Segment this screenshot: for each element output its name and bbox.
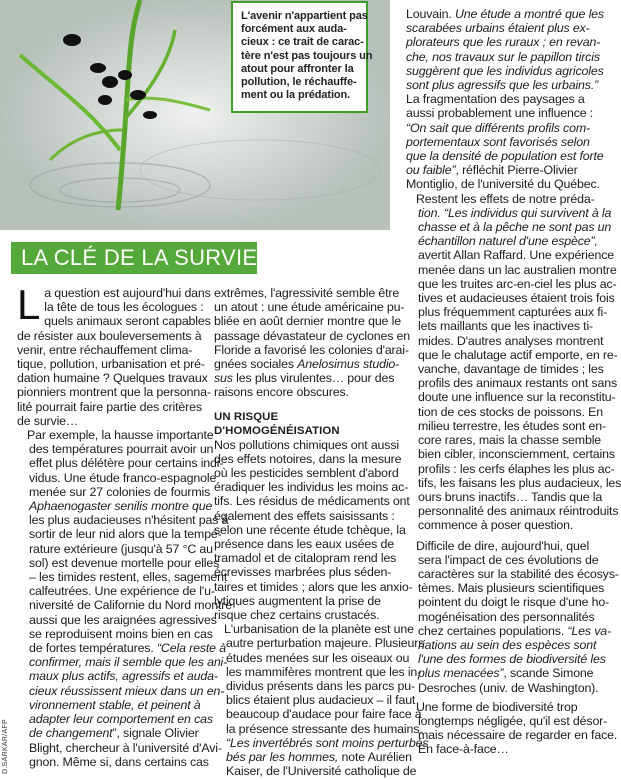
paragraph: Nos pollutions chimiques ont aussi des effets notoires, dans la mesure où les pesticides semblent d'abord éradiquer les individus les moins ac- tifs. Les résidus de médicaments ont également des effets saisissants : selon une récente étude tchèque, la présence dans les eaux usées de tramadol et de citalopram rend les écrevisses marbrées plus séden- taires et timides ; alors que les anxio- lytiques augmentent la prise de risque chez certains crustacés. — [214, 437, 413, 623]
paragraph: Par exemple, la hausse importante des températures pourrait avoir un effet plus délétère pour certains indi- vidus. Une étude franco-espagnole menée sur 27 colonies de fourmis Aphaenogaster senilis montre que les plus audacieuses n'hésitent pas à sortir de leur nid alors que la tempé- rature extérieure (jusqu'à 57 °C au sol) est devenue mortelle pour elles – les timides restent, elles, sagement calfeutrées. Une expérience de l'u- niversité de Californie du Nord montre aussi que les araignées agressives se reproduisent moins bien en cas de fortes températures. “Cela reste à confirmer, mais il semble que les ani- maux plus actifs, agressifs et auda- cieux réussissent mieux dans un en- vironnement stable, et peinent à adapter leur comportement en cas de changement”, signale Olivier Blight, chercheur à l'université d'Avi- gnon. Même si, dans certains cas — [27, 428, 232, 769]
callout-line: pollution, le réchauffe- — [241, 76, 357, 89]
drop-cap: L — [17, 281, 41, 328]
column-2 — [214, 286, 429, 779]
paragraph: Une forme de biodiversité trop longtemps négligée, qu'il est désor- mais nécessaire de regarder en face. En face-à-face… — [416, 699, 618, 757]
photo-credit: D.SARKAR/AFP — [2, 719, 9, 774]
callout-line: tère n'est pas toujours un — [241, 49, 373, 62]
column-1 — [17, 281, 232, 769]
pull-quote-box — [231, 1, 373, 113]
callout-line: L'avenir n'appartient pas — [241, 10, 368, 22]
paragraph: Difficile de dire, aujourd'hui, quel sera l'impact de ces évolutions de caractères sur la stabilité des écosys- tèmes. Mais plusieurs scientifiques pointent du doigt le risque d'une ho- mogénéisation des personnalités chez certaines populations. “Les va- riations au sein des espèces sont l'une des formes de biodiversité les plus menacées”, scande Simone Desroches (univ. de Washington). — [416, 538, 619, 695]
callout-line: ment ou la prédation. — [241, 89, 351, 102]
paragraph: Louvain. Une étude a montré que les scarabées urbains étaient plus ex- plorateurs que les ruraux ; en revan- che, nos travaux sur le papillon tircis suggèrent que les individus agricoles sont plus agressifs que les urbains.” La fragmentation des paysages a aussi probablement une influence : “On sait que différents profils com- portementaux sont favorisés selon que la densité de population est forte ou faible”, réfléchit Pierre-Olivier Montiglio, de l'université du Québec. — [406, 7, 604, 192]
paragraph: Restent les effets de notre préda- tion. “Les individus qui survivent à la chasse et à la pêche ne sont pas un échantillon naturel d'une espèce”, avertit Allan Raffard. Une expérience menée dans un lac australien montre que les truites arc-en-ciel les plus ac- tives et audacieuses étaient trois fois plus fréquemment capturées aux fi- lets maillants que les inactives ti- mides. D'autres analyses montrent que le chalutage actif emporte, en re- vanche, davantage de timides ; les profils des animaux restants ont sans doute une influence sur la reconstitu- tion de ces stocks de poissons. En milieu terrestre, les études sont en- core rares, mais la chasse semble bien cibler, inconsciemment, certains profils : les cerfs élaphes les plus ac- tifs, les faisans les plus audacieux, les ours bruns inactifs… Tandis que la personnalité des animaux réintroduits commence à poser question. — [416, 191, 621, 533]
column-3 — [406, 7, 621, 757]
paragraph-intro: L a question est aujourd'hui dans la tête de tous les écologues : quels animaux seront capables de résister aux bouleversements à venir, entre réchauffement clima- tique, pollution, urbanisation et pré- dation humaine ? Quelques travaux pionniers montrent que la personna- lité pourrait faire partie des critères de survie… — [17, 281, 211, 428]
callout-line: atout pour affronter la — [241, 62, 354, 75]
callout-line: cieux : ce trait de carac- — [241, 36, 364, 49]
section-title-banner — [11, 242, 257, 274]
subheading: UN RISQUE D'HOMOGÉNÉISATION — [214, 410, 340, 437]
paragraph: L'urbanisation de la planète est une autre perturbation majeure. Plusieurs études menées sur les oiseaux ou les mammifères montrent que les in- dividus présents dans les parcs pu- blics étaient plus audacieux – il faut beaucoup d'audace pour faire face à la présence stressante des humains. “Les invertébrés sont moins perturbés bés par les hommes, note Aurélien Kaiser, de l'Université catholique de — [224, 622, 429, 779]
callout-line: forcément aux auda- — [241, 23, 347, 36]
paragraph: extrêmes, l'agressivité semble être un atout : une étude américaine pu- bliée en août dernier montre que le passage dévastateur de cyclones en Floride a favorisé les colonies d'arai- gnées sociales Anelosimus studio- sus les plus virulentes… pour des raisons encore obscures. — [214, 286, 411, 400]
section-title: LA CLÉ DE LA SURVIE — [21, 245, 258, 270]
